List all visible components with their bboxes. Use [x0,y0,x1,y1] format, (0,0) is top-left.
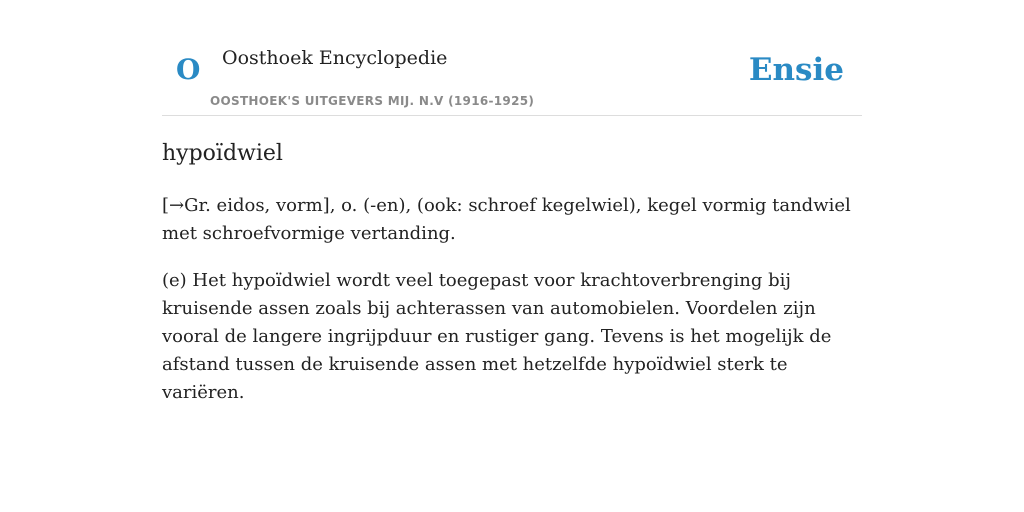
article-explanation: (e) Het hypoïdwiel wordt veel toegepast voor krachtoverbrenging bij kruisende assen zoals bij achterassen van automobielen. Voordelen zijn vooral de langere ingrijpduur en rustiger gang. Tevens is het mogelijk de afstand tussen de kruisende assen met hetzelfde hypoïdwiel sterk te variëren. [162,270,832,403]
letter-index-link[interactable]: O [176,53,201,86]
encyclopedia-title[interactable]: Oosthoek Encyclopedie [222,47,448,69]
article [162,138,862,407]
publisher-subtitle: OOSTHOEK'S UITGEVERS MIJ. N.V (1916-1925) [210,94,535,108]
ensie-logo[interactable]: Ensie [748,52,844,88]
article-definition: [→Gr. eidos, vorm], o. (-en), (ook: schroef kegelwiel), kegel vormig tandwiel met schroefvormige vertanding. [162,195,851,244]
encyclopedia-header [162,36,862,116]
article-headword: hypoïdwiel [162,141,283,166]
